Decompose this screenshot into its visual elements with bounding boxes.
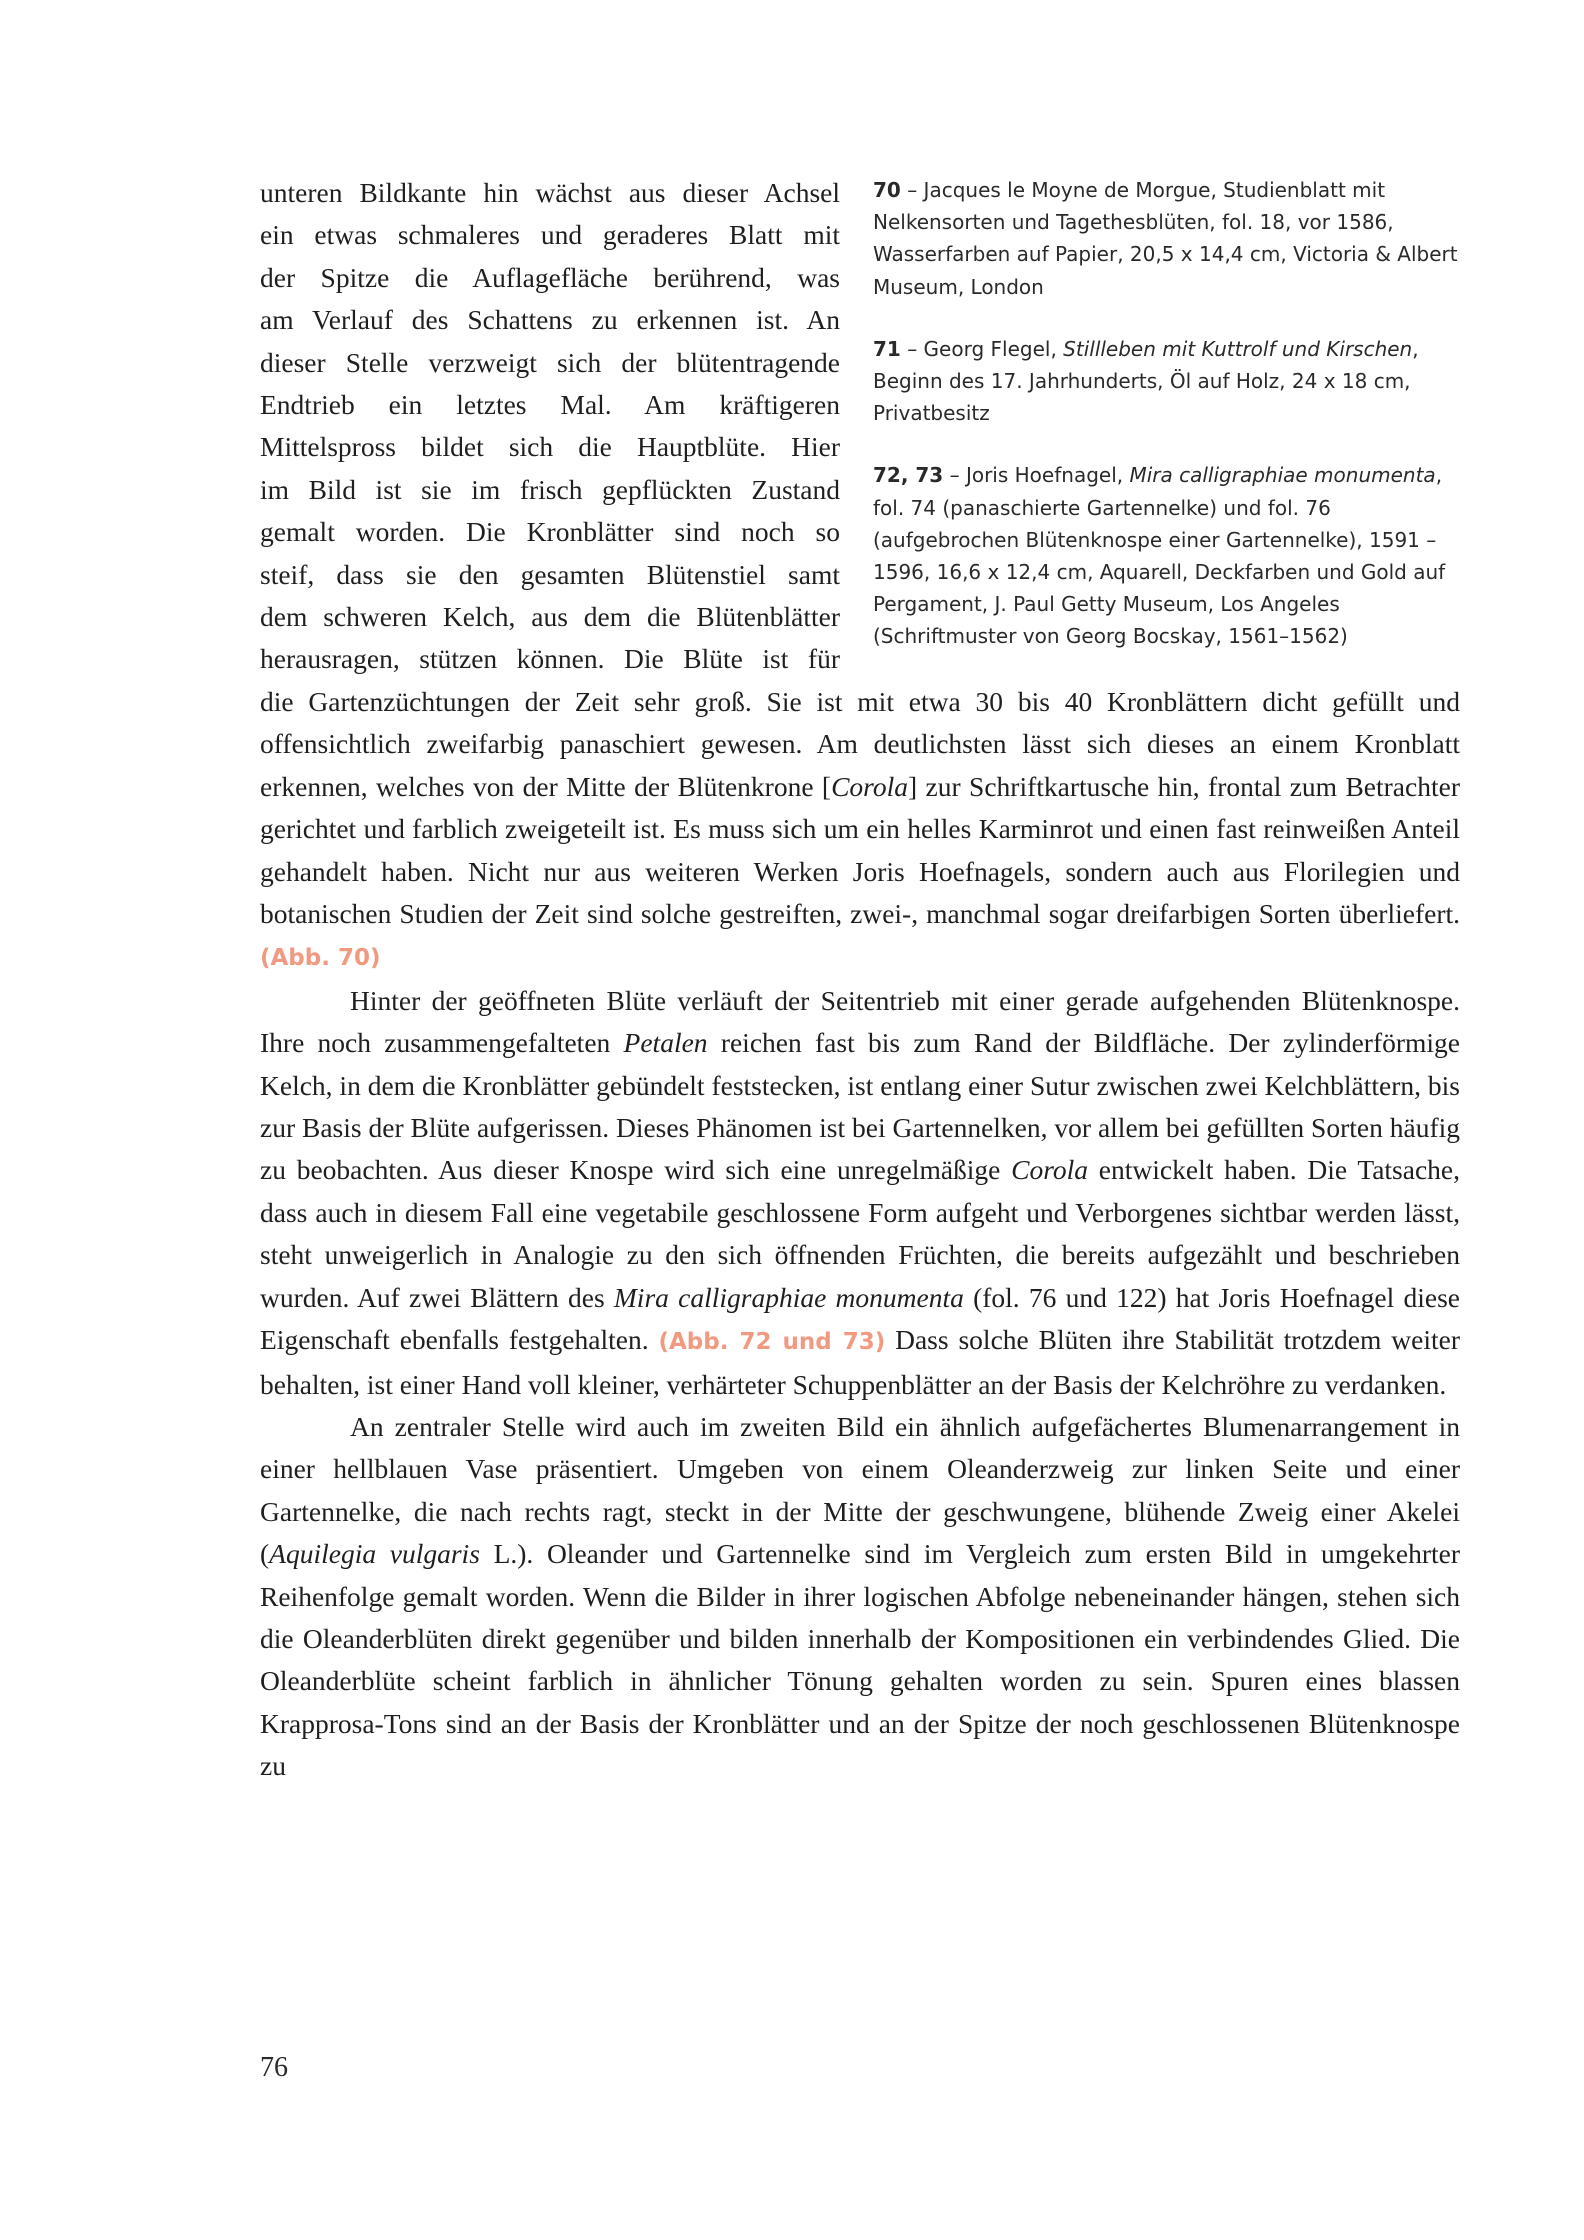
text-line: Mittelspross bildet sich die Hauptblüte. Hier xyxy=(260,431,840,463)
caption-text: – Georg Flegel, xyxy=(900,336,1064,361)
top-left-column xyxy=(260,172,840,681)
text-line: dieser Stelle verzweigt sich der blütentragende xyxy=(260,346,840,378)
text-line: Endtrieb ein letztes Mal. Am kräftigeren xyxy=(260,389,840,421)
italic-term: Corola xyxy=(1011,1154,1089,1186)
page-number: 76 xyxy=(260,2052,288,2083)
caption-fig-71 xyxy=(873,333,1463,430)
text-line: der Spitze die Auflagefläche berührend, was xyxy=(260,261,840,293)
caption-text: – Joris Hoefnagel, xyxy=(943,463,1130,488)
text-line: im Bild ist sie im frisch gepflückten Zustand xyxy=(260,473,840,505)
caption-number: 72, 73 xyxy=(873,463,944,488)
figure-reference[interactable]: (Abb. 72 und 73) xyxy=(658,1329,886,1356)
paragraph-1: die Gartenzüchtungen der Zeit sehr groß. Sie ist mit etwa 30 bis 40 Kronblättern dicht gefüllt und offensichtlich zweifarbig panaschiert gewesen. Am deutlichsten lässt sich dieses an einem Kronblatt erkennen, welches von der Mitte der Blütenkrone [Corola] zur Schriftkartusche hin, frontal zum Betrachter gerichtet und farblich zweigeteilt ist. Es muss sich um ein helles Karminrot und einen fast reinweißen Anteil gehandelt haben. Nicht nur aus weiteren Werken Joris Hoefnagels, sondern auch aus Florilegien und botanischen Studien der Zeit sind solche gestreiften, zwei-, manchmal sogar dreifarbigen Sorten überliefert. (Abb. 70) xyxy=(260,686,1460,972)
text-line: gemalt worden. Die Kronblätter sind noch so xyxy=(260,516,840,548)
text-line: steif, dass sie den gesamten Blütenstiel samt xyxy=(260,558,840,590)
text-line: dem schweren Kelch, aus dem die Blütenblätter xyxy=(260,601,840,633)
italic-term: Corola xyxy=(831,770,908,802)
caption-number: 71 xyxy=(873,336,901,361)
text-line: unteren Bildkante hin wächst aus dieser Achsel xyxy=(260,177,840,208)
figure-reference[interactable]: (Abb. 70) xyxy=(260,945,381,972)
text-line: herausragen, stützen können. Die Blüte ist für xyxy=(260,643,840,675)
text-line: am Verlauf des Schattens zu erkennen ist. An xyxy=(260,304,840,336)
caption-text: , fol. 74 (panaschierte Gartennelke) und fol. 76 (aufgebrochen Blütenknospe einer Gartennelke), 1591 – 1596, 16,6 x 12,4 cm, Aquarell, Deckfarben und Gold auf Pergament, J. Paul Getty Museum, Los Angeles (Schriftmuster von Georg Bocskay, 1561–1562) xyxy=(873,463,1446,649)
paragraph-3: An zentraler Stelle wird auch im zweiten Bild ein ähnlich aufgefächertes Blumenarrangement in einer hellblauen Vase präsentiert. Umgeben von einem Oleanderzweig zur linken Seite und einer Gartennelke, die nach rechts ragt, steckt in der Mitte der geschwungene, blühende Zweig einer Akelei (Aquilegia vulgaris L.). Oleander und Gartennelke sind im Vergleich zum ersten Bild in umgekehrter Reihenfolge gemalt worden. Wenn die Bilder in ihrer logischen Abfolge nebeneinander hängen, stehen sich die Oleanderblüten direkt gegenüber und bilden innerhalb der Kompositionen ein verbindendes Glied. Die Oleanderblüte scheint farblich in ähnlicher Tönung gehalten worden zu sein. Spuren eines blassen Krapprosa-Tons sind an der Basis der Kronblätter und an der Spitze der noch geschlossenen Blütenknospe zu xyxy=(260,1410,1460,1782)
italic-term: Aquilegia vulgaris xyxy=(269,1538,480,1570)
caption-number: 70 xyxy=(873,178,901,202)
italic-title: Mira calligraphiae monumenta xyxy=(613,1281,964,1313)
italic-term: Petalen xyxy=(623,1027,708,1059)
caption-text: – Jacques le Moyne de Morgue, Studienblatt mit Nelkensorten und Tagethesblüten, fol. 18, vor 1586, Wasserfarben auf Papier, 20,5 x 14,4 cm, Victoria & Albert Museum, London xyxy=(873,178,1458,299)
caption-fig-72-73 xyxy=(873,459,1463,652)
main-text-column xyxy=(260,681,1460,1788)
text-line: ein etwas schmaleres und geraderes Blatt mit xyxy=(260,219,840,251)
figure-captions xyxy=(873,174,1463,683)
caption-text: , Beginn des 17. Jahrhunderts, Öl auf Holz, 24 x 18 cm, Privatbesitz xyxy=(873,336,1419,426)
caption-fig-70 xyxy=(873,174,1463,303)
caption-title: Mira calligraphiae monumenta xyxy=(1129,463,1436,488)
caption-title: Stillleben mit Kuttrolf und Kirschen xyxy=(1063,336,1413,361)
paragraph-2: Hinter der geöffneten Blüte verläuft der Seitentrieb mit einer gerade aufgehenden Blütenknospe. Ihre noch zusammengefalteten Petalen reichen fast bis zum Rand der Bildfläche. Der zylinderförmige Kelch, in dem die Kronblätter gebündelt feststecken, ist entlang einer Sutur zwischen zwei Kelchblättern, bis zur Basis der Blüte aufgerissen. Dieses Phänomen ist bei Gartennelken, vor allem bei gefüllten Sorten häufig zu beobachten. Aus dieser Knospe wird sich eine unregelmäßige Corola entwickelt haben. Die Tatsache, dass auch in diesem Fall eine vegetabile geschlossene Form aufgeht und Verborgenes sichtbar werden lässt, steht unweigerlich in Analogie zu den sich öffnenden Früchten, die bereits aufgezählt und beschrieben wurden. Auf zwei Blättern des Mira calligraphiae monumenta (fol. 76 und 122) hat Joris Hoefnagel diese Eigenschaft ebenfalls festgehalten. (Abb. 72 und 73) Dass solche Blüten ihre Stabilität trotzdem weiter behalten, ist einer Hand voll kleiner, verhärteter Schuppenblätter an der Basis der Kelchröhre zu verdanken. xyxy=(260,984,1460,1400)
